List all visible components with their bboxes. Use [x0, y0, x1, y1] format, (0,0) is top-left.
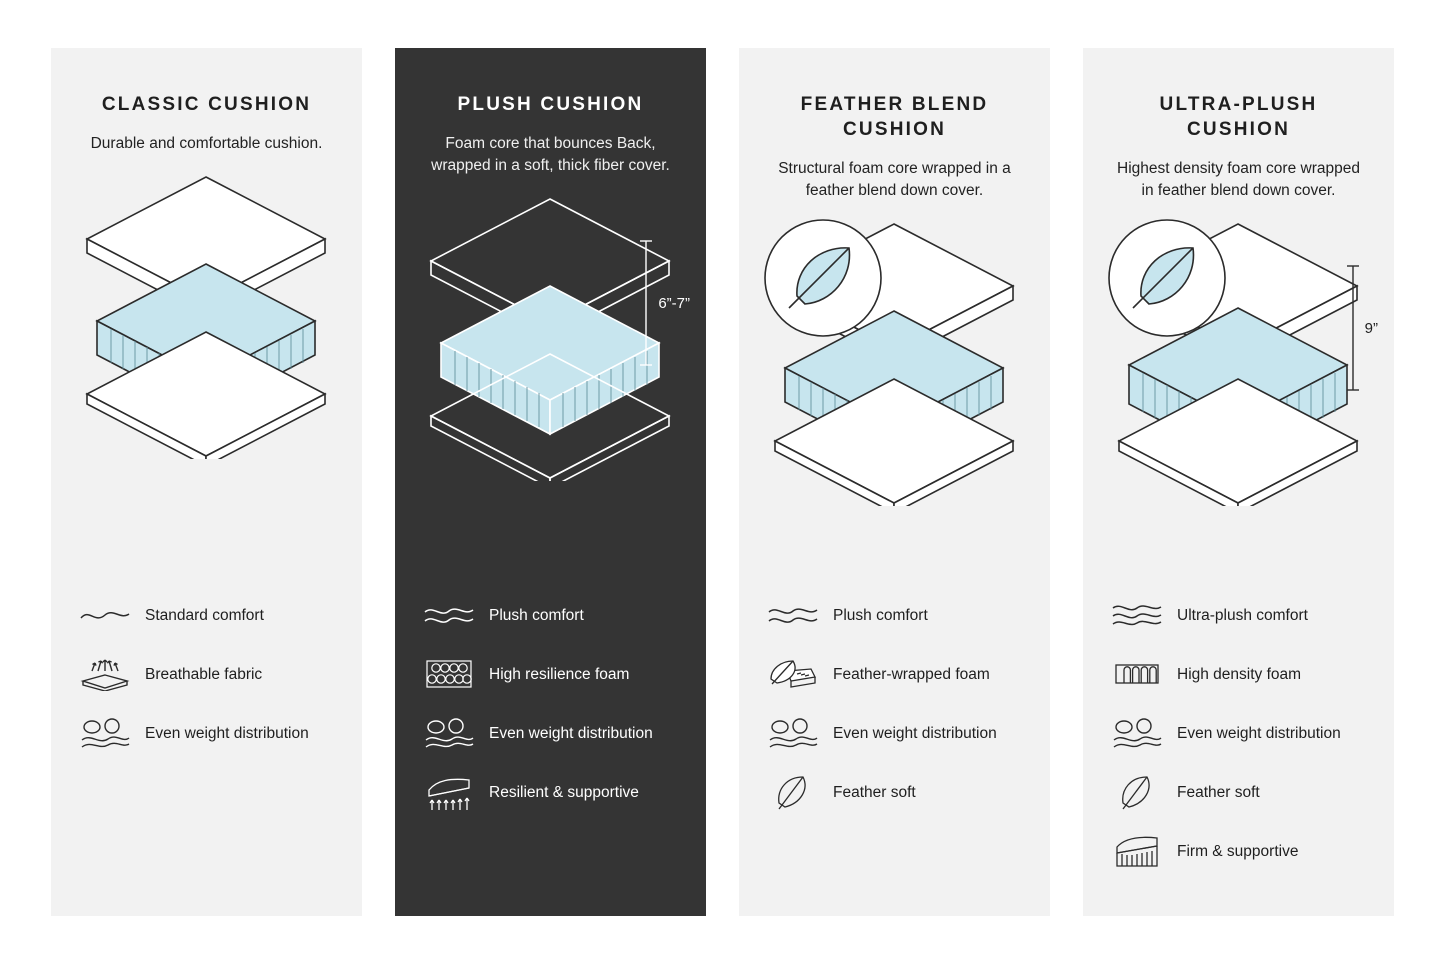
feature-item	[1105, 773, 1372, 811]
card-title: CLASSIC CUSHION	[101, 94, 312, 115]
feature-item	[417, 596, 684, 634]
card-description: Structural foam core wrapped in a feather blend down cover.	[778, 160, 1011, 199]
weight-distribution-icon	[761, 716, 825, 750]
card-description: Durable and comfortable cushion.	[90, 135, 323, 152]
feature-label: Resilient & supportive	[489, 783, 639, 801]
feature-label: Feather-wrapped foam	[833, 665, 990, 683]
weight-distribution-icon	[73, 716, 137, 750]
feature-label: Even weight distribution	[489, 724, 653, 742]
card-plush-cushion	[395, 48, 706, 916]
exploded-layers-illustration	[1105, 216, 1372, 506]
resilient-support-icon	[417, 774, 481, 810]
dimension-label: 9”	[1364, 319, 1378, 337]
cushion-exploded-diagram	[73, 169, 340, 469]
feather-badge-icon	[765, 220, 881, 336]
firm-support-icon	[1105, 833, 1169, 869]
honeycomb-foam-icon	[417, 657, 481, 691]
feature-item	[1105, 655, 1372, 693]
dimension-indicator	[640, 239, 690, 367]
feature-label: Breathable fabric	[145, 665, 263, 683]
feature-label: Even weight distribution	[833, 724, 997, 742]
dimension-indicator	[1347, 264, 1378, 392]
exploded-layers-illustration	[761, 216, 1028, 506]
card-title: FEATHER BLEND CUSHION	[800, 94, 989, 140]
feature-item	[761, 596, 1028, 634]
feature-label: Firm & supportive	[1177, 842, 1299, 860]
feature-item	[73, 714, 340, 752]
weight-distribution-icon	[417, 716, 481, 750]
feature-label: Plush comfort	[833, 606, 928, 624]
weight-distribution-icon	[1105, 716, 1169, 750]
feather-badge-icon	[1109, 220, 1225, 336]
dimension-label: 6”-7”	[658, 294, 690, 312]
feature-list	[761, 596, 1028, 832]
feature-list	[73, 596, 340, 773]
feature-label: Feather soft	[1177, 783, 1260, 801]
feature-item	[417, 714, 684, 752]
card-ultra-plush-cushion	[1083, 48, 1394, 916]
feature-item	[73, 655, 340, 693]
feature-label: High density foam	[1177, 665, 1302, 683]
feature-item	[417, 655, 684, 693]
feather-icon	[761, 773, 825, 811]
wave-icon	[761, 604, 825, 626]
high-density-foam-icon	[1105, 659, 1169, 689]
feature-item	[761, 714, 1028, 752]
feature-item	[73, 596, 340, 634]
card-title: ULTRA-PLUSH CUSHION	[1159, 94, 1318, 140]
feature-label: Plush comfort	[489, 606, 584, 624]
breathable-fabric-icon	[73, 657, 137, 691]
feather-icon	[1105, 773, 1169, 811]
card-description: Foam core that bounces Back, wrapped in a soft, thick fiber cover.	[431, 135, 670, 174]
wave-icon	[1105, 602, 1169, 628]
feature-list	[1105, 596, 1372, 891]
card-title: PLUSH CUSHION	[457, 94, 644, 115]
feature-item	[1105, 714, 1372, 752]
feature-label: High resilience foam	[489, 665, 630, 683]
feather-wrapped-foam-icon	[761, 657, 825, 691]
feature-label: Even weight distribution	[145, 724, 309, 742]
card-classic-cushion	[51, 48, 362, 916]
cushion-exploded-diagram	[761, 216, 1028, 516]
feature-item	[417, 773, 684, 811]
feature-item	[1105, 596, 1372, 634]
feature-label: Standard comfort	[145, 606, 264, 624]
cushion-exploded-diagram	[1105, 216, 1378, 516]
exploded-layers-illustration	[73, 169, 340, 459]
dimension-bracket-icon	[640, 239, 652, 367]
card-feather-blend-cushion	[739, 48, 1050, 916]
feature-list	[417, 596, 684, 832]
feature-label: Even weight distribution	[1177, 724, 1341, 742]
dimension-bracket-icon	[1347, 264, 1359, 392]
feature-item	[761, 655, 1028, 693]
feature-item	[1105, 832, 1372, 870]
feature-label: Ultra-plush comfort	[1177, 606, 1308, 624]
card-description: Highest density foam core wrapped in feather blend down cover.	[1117, 160, 1360, 199]
wave-icon	[73, 604, 137, 626]
cushion-exploded-diagram	[417, 191, 690, 491]
feature-label: Feather soft	[833, 783, 916, 801]
wave-icon	[417, 604, 481, 626]
feature-item	[761, 773, 1028, 811]
